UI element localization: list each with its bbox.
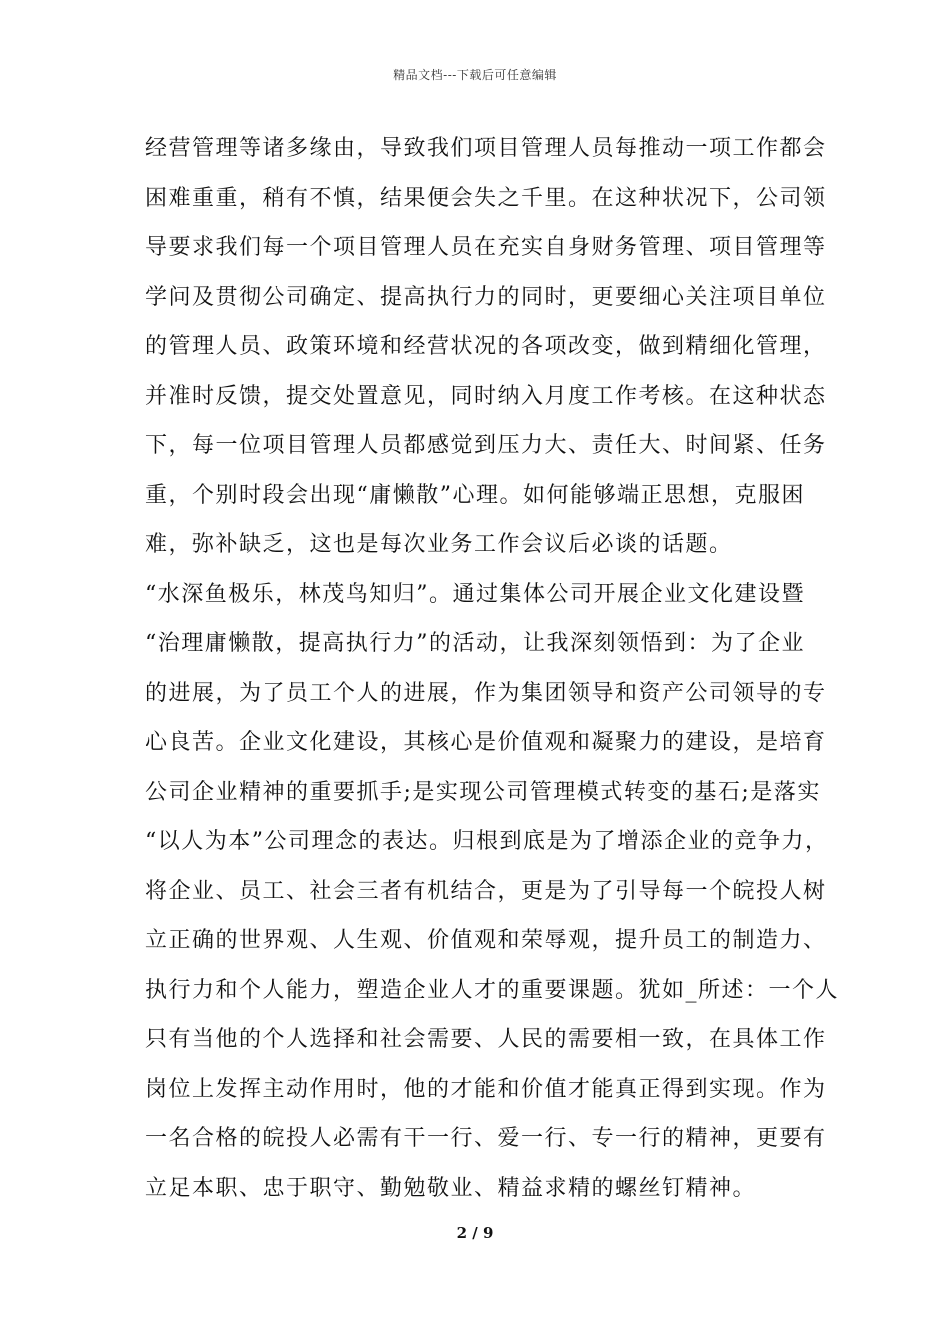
- text-line: 困难重重，稍有不慎，结果便会失之千里。在这种状况下，公司领: [145, 185, 827, 211]
- text-line: 学问及贯彻公司确定、提高执行力的同时，更要细心关注项目单位: [145, 284, 827, 310]
- text-line: 心良苦。企业文化建设，其核心是价值观和凝聚力的建设，是培育: [145, 730, 827, 755]
- text-line: 立足本职、忠于职守、勤勉敬业、精益求精的螺丝钉精神。: [145, 1175, 757, 1201]
- text-line: 执行力和个人能力，塑造企业人才的重要课题。犹如_所述：一个人: [145, 977, 840, 1003]
- text-line: 导要求我们每一个项目管理人员在充实自身财务管理、项目管理等: [145, 235, 827, 260]
- text-line: 公司企业精神的重要抓手;是实现公司管理模式转变的基石;是落实: [145, 779, 821, 805]
- text-line: 下，每一位项目管理人员都感觉到压力大、责任大、时间紧、任务: [145, 433, 827, 458]
- text-line: “治理庸懒散，提高执行力”的活动，让我深刻领悟到：为了企业: [145, 631, 805, 656]
- text-line: 将企业、员工、社会三者有机结合，更是为了引导每一个皖投人树: [145, 878, 827, 904]
- text-line: 重，个别时段会出现“庸懒散”心理。如何能够端正思想，克服困: [145, 482, 805, 508]
- text-line: 立正确的世界观、人生观、价值观和荣辱观，提升员工的制造力、: [145, 928, 827, 953]
- text-line: “以人为本”公司理念的表达。归根到底是为了增添企业的竞争力，: [145, 829, 829, 854]
- text-line: 岗位上发挥主动作用时，他的才能和价值才能真正得到实现。作为: [145, 1076, 827, 1102]
- text-line: 只有当他的个人选择和社会需要、人民的需要相一致，在具体工作: [145, 1027, 827, 1052]
- text-line: 一名合格的皖投人必需有干一行、爱一行、专一行的精神，更要有: [145, 1126, 827, 1151]
- text-line: 经营管理等诸多缘由，导致我们项目管理人员每推动一项工作都会: [145, 136, 827, 161]
- document-body: [145, 124, 840, 1213]
- text-line: 并准时反馈，提交处置意见，同时纳入月度工作考核。在这种状态: [145, 383, 827, 409]
- text-line: 的进展，为了员工个人的进展，作为集团领导和资产公司领导的专: [145, 680, 827, 706]
- text-line: 难，弥补缺乏，这也是每次业务工作会议后必谈的话题。: [145, 532, 733, 557]
- text-line: “水深鱼极乐，林茂鸟知归”。通过集体公司开展企业文化建设暨: [145, 581, 805, 607]
- page-number: 2 / 9: [456, 1224, 494, 1242]
- text-line: 的管理人员、政策环境和经营状况的各项改变，做到精细化管理，: [145, 334, 827, 359]
- page-header: 精品文档---下载后可任意编辑: [393, 68, 557, 82]
